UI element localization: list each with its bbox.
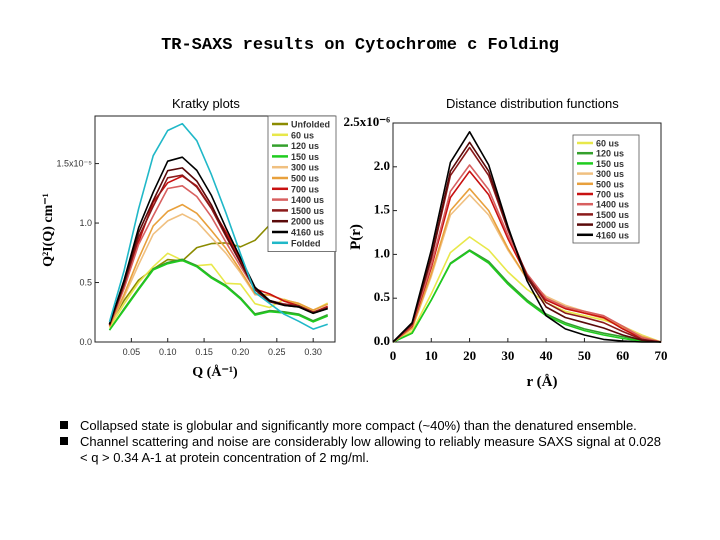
legend-label: Unfolded <box>291 119 330 130</box>
bullet-text: Channel scattering and noise are considerably low allowing to reliably measure SAXS signal at 0.028 < q > 0.34 A-1 at protein concentration of 2 mg/ml. <box>80 434 662 465</box>
legend-label: 120 us <box>596 148 625 159</box>
y-tick-label: 0.0 <box>373 333 390 348</box>
x-axis-label: Q (Å⁻¹) <box>192 365 238 380</box>
legend-label: 150 us <box>596 158 625 169</box>
legend-label: 150 us <box>291 151 320 162</box>
bullet-square-icon <box>60 437 68 445</box>
legend-label: 1500 us <box>291 205 325 216</box>
x-tick-label: 60 <box>616 348 630 363</box>
series-line <box>110 253 328 327</box>
x-tick-label: 0.30 <box>304 347 322 357</box>
y-tick-label: 2.0 <box>373 157 390 173</box>
x-tick-label: 30 <box>501 348 515 363</box>
kratky-plot <box>56 116 336 357</box>
legend-label: 700 us <box>291 184 320 195</box>
y-tick-label: 0.0 <box>79 337 92 347</box>
x-tick-label: 0.20 <box>231 347 250 357</box>
x-tick-label: 70 <box>654 348 668 363</box>
page-title: TR-SAXS results on Cytochrome c Folding <box>161 36 559 55</box>
bullet-list <box>60 418 670 466</box>
x-tick-label: 40 <box>539 348 553 363</box>
legend-label: Folded <box>291 238 321 249</box>
x-tick-label: 0.05 <box>122 347 141 357</box>
x-tick-label: 0.10 <box>158 347 177 357</box>
legend-label: 1400 us <box>596 199 630 210</box>
x-axis-label: r (Å) <box>526 374 558 390</box>
y-tick-label: 1.0 <box>373 245 390 261</box>
legend-label: 4160 us <box>291 227 325 238</box>
legend-label: 300 us <box>596 169 625 180</box>
bullet-item <box>60 418 670 434</box>
x-tick-label: 0.25 <box>268 347 286 357</box>
legend-label: 60 us <box>596 138 620 149</box>
legend-label: 60 us <box>291 130 315 141</box>
legend-label: 4160 us <box>596 230 630 241</box>
y-tick-label: 1.0 <box>79 218 92 229</box>
legend-label: 500 us <box>291 173 320 184</box>
pr-heading: Distance distribution functions <box>446 96 619 111</box>
legend-label: 500 us <box>596 179 625 190</box>
legend-label: 300 us <box>291 162 320 173</box>
legend-label: 1500 us <box>596 209 630 220</box>
x-tick-label: 20 <box>463 348 477 363</box>
x-tick-label: 0 <box>389 348 397 363</box>
legend-label: 120 us <box>291 141 320 152</box>
y-axis-label: P(r) <box>348 224 364 250</box>
y-axis-label: Q²I(Q) cm⁻¹ <box>41 193 56 267</box>
x-tick-label: 50 <box>577 348 591 363</box>
y-tick-label: 2.5x10⁻⁶ <box>343 114 390 129</box>
bullet-square-icon <box>60 421 68 429</box>
legend-label: 700 us <box>596 189 625 200</box>
y-tick-label: 0.5 <box>79 277 92 288</box>
y-tick-label: 1.5x10⁻⁵ <box>56 158 92 169</box>
kratky-heading: Kratky plots <box>172 96 240 111</box>
y-tick-label: 1.5 <box>373 201 390 217</box>
legend-label: 1400 us <box>291 195 325 206</box>
legend-label: 2000 us <box>596 220 630 231</box>
bullet-text: Collapsed state is globular and significantly more compact (~40%) than the denatured ensemble. <box>80 418 637 433</box>
x-tick-label: 10 <box>424 348 438 363</box>
distance-distribution-plot <box>343 114 667 363</box>
x-tick-label: 0.15 <box>195 347 213 357</box>
bullet-item <box>60 434 670 466</box>
y-tick-label: 0.5 <box>373 289 390 305</box>
legend-label: 2000 us <box>291 216 325 227</box>
